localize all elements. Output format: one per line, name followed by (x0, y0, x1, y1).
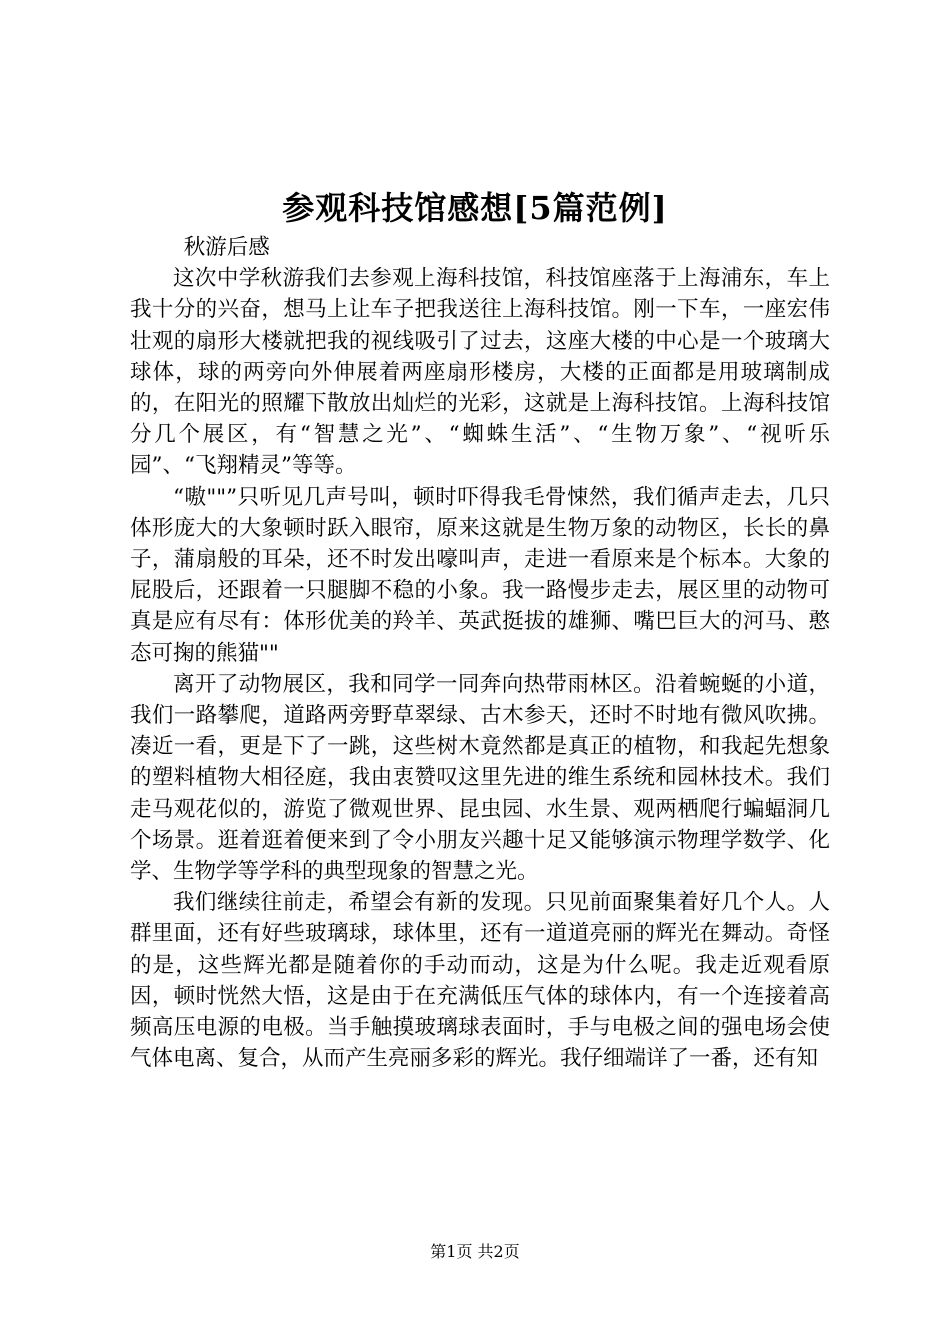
article-subtitle: 秋游后感 (183, 235, 270, 260)
paragraph-1: 这次中学秋游我们去参观上海科技馆，科技馆座落于上海浦东，车上我十分的兴奋，想马上让车子把我送往上海科技馆。刚一下车，一座宏伟壮观的扇形大楼就把我的视线吸引了过去，这座大楼的中心是一个玻璃大球体，球的两旁向外伸展着两座扇形楼房，大楼的正面都是用玻璃制成的，在阳光的照耀下散放出灿烂的光彩，这就是上海科技馆。上海科技馆分几个展区，有“智慧之光”、“蜘蛛生活”、“生物万象”、“视听乐园”、“飞翔精灵”等等。 (130, 266, 830, 479)
paragraph-2: “嗷""”只听见几声号叫，顿时吓得我毛骨悚然，我们循声走去，几只体形庞大的大象顿时跃入眼帘，原来这就是生物万象的动物区，长长的鼻子，蒲扇般的耳朵，还不时发出嚎叫声，走进一看原来是个标本。大象的屁股后，还跟着一只腿脚不稳的小象。我一路慢步走去，展区里的动物可真是应有尽有：体形优美的羚羊、英武挺拔的雄狮、嘴巴巨大的河马、憨态可掬的熊猫"" (130, 484, 830, 666)
paragraph-4: 我们继续往前走，希望会有新的发现。只见前面聚集着好几个人。人群里面，还有好些玻璃球，球体里，还有一道道亮丽的辉光在舞动。奇怪的是，这些辉光都是随着你的手动而动，这是为什么呢。我走近观看原因，顿时恍然大悟，这是由于在充满低压气体的球体内，有一个连接着高频高压电源的电极。当手触摸玻璃球表面时，手与电极之间的强电场会使气体电离、复合，从而产生亮丽多彩的辉光。我仔细端详了一番，还有知 (130, 890, 830, 1072)
paragraph-3: 离开了动物展区，我和同学一同奔向热带雨林区。沿着蜿蜒的小道，我们一路攀爬，道路两旁野草翠绿、古木参天，还时不时地有微风吹拂。凑近一看，更是下了一跳，这些树木竟然都是真正的植物，和我起先想象的塑料植物大相径庭，我由衷赞叹这里先进的维生系统和园林技术。我们走马观花似的，游览了微观世界、昆虫园、水生景、观两栖爬行蝙蝠洞几个场景。逛着逛着便来到了令小朋友兴趣十足又能够演示物理学数学、化学、生物学等学科的典型现象的智慧之光。 (130, 671, 830, 885)
page-footer: 第1页 共2页 (430, 1242, 520, 1261)
article-body (130, 232, 830, 1074)
page-title: 参观科技馆感想[5篇范例] (282, 189, 668, 227)
